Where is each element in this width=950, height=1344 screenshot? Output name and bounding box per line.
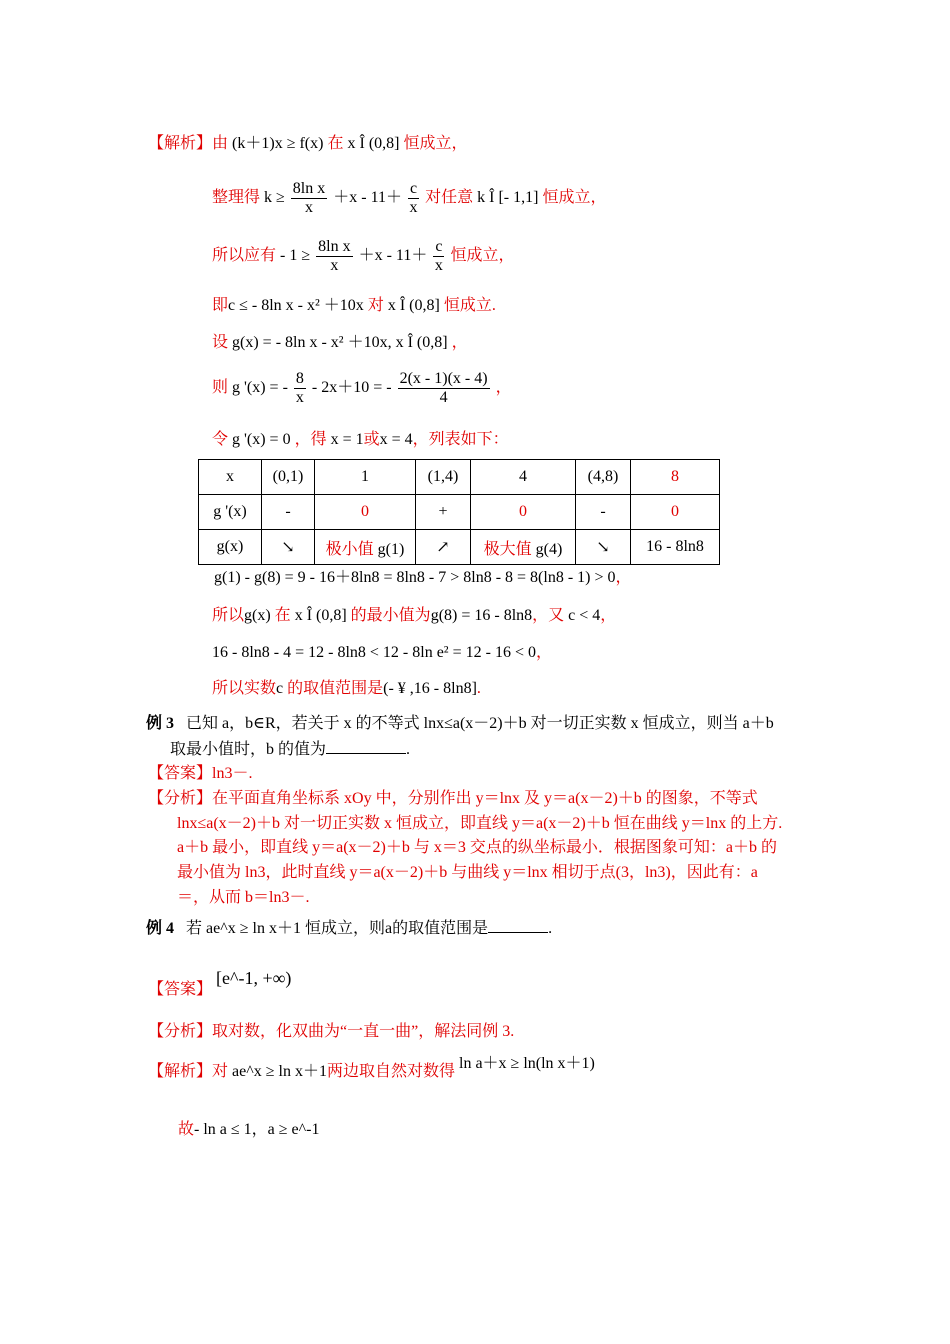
math: c ≤ - 8ln x - x² ＋10x <box>228 297 364 314</box>
text: 的取值范围是 <box>287 680 384 697</box>
analysis-line-5 <box>212 333 468 353</box>
math: 16 - 8ln8 - 4 = 12 - 8ln8 < 12 - 8ln e² = 12 - 16 < 0 <box>212 644 536 661</box>
math: ＋x - 11＋ <box>333 189 402 206</box>
math: g(x) <box>244 607 271 624</box>
analysis-line-11 <box>212 679 481 699</box>
text: 恒成立， <box>542 189 607 206</box>
math: g '(x) = 0 <box>232 431 291 448</box>
text: 对 <box>367 297 384 314</box>
math: k Î [- 1,1] <box>477 189 539 206</box>
text: 令 <box>212 431 229 448</box>
math: [e^-1, +∞) <box>216 968 292 988</box>
text: 所以实数 <box>212 680 277 697</box>
fraction: $\frac{8}{x}$ <box>295 369 304 406</box>
text: 在 <box>274 607 291 624</box>
math: ln a＋x ≥ ln(ln x＋1) <box>459 1055 595 1072</box>
table-cell: 8 <box>631 460 720 495</box>
table-row <box>199 495 720 530</box>
table-cell: ↘ <box>576 530 631 565</box>
example-3-analysis-2: lnx≤a(x－2)＋b 对一切正实数 x 恒成立，即直线 y＝a(x－2)＋b 恒在曲线 y＝lnx 的上方. <box>177 815 783 832</box>
table-cell: 极小值 g(1) <box>315 530 416 565</box>
example-3-analysis-1 <box>148 789 758 809</box>
text: ， <box>535 644 552 661</box>
fraction: $\frac{2(x - 1)(x - 4)}{4}$ <box>399 369 488 406</box>
math: - 1 ≥ <box>280 247 311 264</box>
text: 恒成立， <box>450 247 515 264</box>
math: x = 4 <box>379 431 413 448</box>
table-cell: 极大值 g(4) <box>471 530 576 565</box>
text: 取对数，化双曲为“一直一曲”，解法同例 3. <box>212 1023 515 1040</box>
analysis-line-8 <box>214 568 632 588</box>
answer-blank <box>326 739 406 754</box>
text: 整理得 <box>212 189 261 206</box>
math: (- ¥ ,16 - 8ln8] <box>383 680 477 697</box>
table-cell: - <box>262 495 315 530</box>
table-cell: (0,1) <box>262 460 315 495</box>
text: 对任意 <box>425 189 474 206</box>
math: - ln a ≤ 1，a ≥ e^-1 <box>194 1121 320 1138</box>
table-cell: 0 <box>631 495 720 530</box>
fraction: $\frac{c}{x}$ <box>409 179 418 216</box>
text: 在平面直角坐标系 xOy 中，分别作出 y＝lnx 及 y＝a(x－2)＋b 的图象，不等式 <box>212 790 758 807</box>
text: 在 <box>327 135 344 152</box>
math: k ≥ <box>264 189 285 206</box>
solution-tag: 【解析】 <box>148 1063 213 1080</box>
math: g '(x) = - <box>232 379 288 396</box>
table-cell: ↘ <box>262 530 315 565</box>
analysis-line-3 <box>212 236 514 276</box>
text: 或 <box>363 431 380 448</box>
example-4-solution: 【解析】对 ae^x ≥ ln x＋1两边取自然对数得 ln a＋x ≥ ln(ln x＋1) <box>148 1055 595 1080</box>
math: g(8) = 16 - 8ln8 <box>430 607 533 624</box>
math: a <box>385 920 393 937</box>
math: x Î (0,8] <box>387 297 440 314</box>
fraction: $\frac{\text{8ln x}}{x}$ <box>318 237 351 274</box>
example-3-answer <box>148 764 252 784</box>
text: 则 <box>212 379 229 396</box>
math: ae^x ≥ ln x＋1 <box>232 1063 327 1080</box>
example-4-final: 故- ln a ≤ 1，a ≥ e^-1 <box>178 1121 320 1138</box>
example-label: 例 4 <box>146 920 175 937</box>
table-cell: 4 <box>471 460 576 495</box>
text: ，得 <box>294 431 327 448</box>
table-cell: g '(x) <box>199 495 262 530</box>
example-4-analysis <box>148 1022 514 1042</box>
text: 由 <box>212 135 229 152</box>
fraction: $\frac{c}{x}$ <box>434 237 443 274</box>
variation-table <box>198 459 720 565</box>
analysis-line-4 <box>212 296 496 316</box>
table-cell: + <box>416 495 471 530</box>
table-cell: 16 - 8ln8 <box>631 530 720 565</box>
table-row <box>199 530 720 565</box>
text: 恒成立. <box>443 297 496 314</box>
table-cell: ↗ <box>416 530 471 565</box>
analysis-tag: 【分析】 <box>148 790 213 807</box>
math: c <box>276 680 284 697</box>
text: 恒成立， <box>403 135 468 152</box>
text: 已知 a，b∈R，若关于 x 的不等式 lnx≤a(x－2)＋b 对一切正实数 x 恒成立，则当 a＋b <box>186 715 774 732</box>
example-3-question <box>146 714 774 734</box>
fraction: $\frac{\text{8ln x}}{x}$ <box>292 179 326 216</box>
text: ln3－. <box>212 765 253 782</box>
table-cell: (1,4) <box>416 460 471 495</box>
text: 设 <box>212 334 229 351</box>
table-row <box>199 460 720 495</box>
analysis-line-2 <box>212 178 606 218</box>
table-cell: - <box>576 495 631 530</box>
text: 取最小值时，b 的值为 <box>170 741 327 758</box>
math: ＋x - 11＋ <box>358 247 428 264</box>
math: - 2x＋10 = - <box>311 379 392 396</box>
table-cell: x <box>199 460 262 495</box>
example-3-question-cont: 取最小值时，b 的值为 . <box>170 741 411 758</box>
analysis-line-7 <box>212 430 509 450</box>
math: (k＋1)x ≥ f(x) <box>232 135 324 152</box>
table-cell: g(x) <box>199 530 262 565</box>
answer-blank <box>488 918 548 933</box>
analysis-line-1 <box>148 134 467 154</box>
example-label: 例 3 <box>146 715 175 732</box>
example-3-analysis-5: ＝，从而 b＝ln3－. <box>177 889 310 906</box>
math: x Î (0,8] <box>294 607 347 624</box>
analysis-tag: 【解析】 <box>148 135 213 152</box>
math: g(1) - g(8) = 9 - 16＋8ln8 = 8ln8 - 7 > 8ln8 - 8 = 8(ln8 - 1) > 0 <box>214 569 616 586</box>
text: 即 <box>212 297 229 314</box>
math: c < 4 <box>568 607 601 624</box>
text: ， <box>615 569 632 586</box>
text: ， <box>451 334 468 351</box>
table-cell: 0 <box>471 495 576 530</box>
text: ， <box>600 607 617 624</box>
text: 所以应有 <box>212 247 277 264</box>
answer-tag: 【答案】 <box>148 765 213 782</box>
example-3-analysis-3: a＋b 最小，即直线 y＝a(x－2)＋b 与 x＝3 交点的纵坐标最小．根据图象可知：a＋b 的 <box>177 839 777 856</box>
text: 的最小值为 <box>350 607 431 624</box>
analysis-tag: 【分析】 <box>148 1023 213 1040</box>
math: x = 1 <box>330 431 364 448</box>
example-3-analysis-4: 最小值为 ln3，此时直线 y＝a(x－2)＋b 与曲线 y＝lnx 相切于点(3，ln3)，因此有：a <box>177 864 758 881</box>
math: x Î (0,8] <box>347 135 400 152</box>
example-4-answer <box>148 968 292 1000</box>
math: ae^x ≥ ln x＋1 <box>206 920 301 937</box>
math: g(x) = - 8ln x - x² ＋10x, x Î (0,8] <box>232 334 448 351</box>
analysis-line-9 <box>212 606 616 626</box>
text: ， <box>495 379 512 396</box>
example-4-question: 例 4 若 ae^x ≥ ln x＋1 恒成立，则a的取值范围是 . <box>146 920 553 937</box>
analysis-line-10 <box>212 643 552 663</box>
text: ，列表如下： <box>412 431 509 448</box>
analysis-line-6 <box>212 368 512 408</box>
table-cell: 1 <box>315 460 416 495</box>
table-cell: 0 <box>315 495 416 530</box>
answer-tag: 【答案】 <box>148 981 213 998</box>
text: 所以 <box>212 607 245 624</box>
table-cell: (4,8) <box>576 460 631 495</box>
text: . <box>476 680 481 697</box>
text: ，又 <box>532 607 565 624</box>
